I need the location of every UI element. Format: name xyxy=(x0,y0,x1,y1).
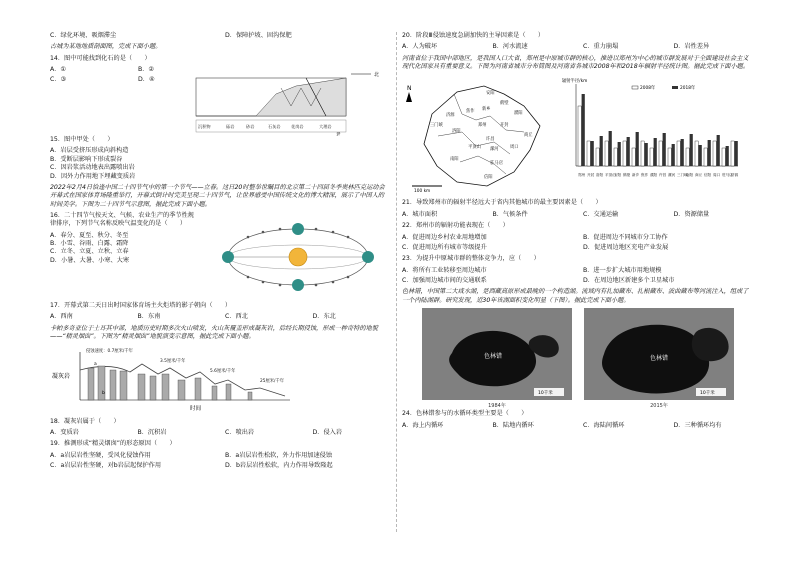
bar-legend xyxy=(632,84,696,91)
geology-legend xyxy=(196,120,346,132)
sun-icon xyxy=(289,248,307,266)
option-b: B．a岩层岩性松软，外力作用加速侵蚀 xyxy=(225,451,333,459)
option-a: A．变质岩 xyxy=(50,429,79,437)
option-b: B．陆地内循环 xyxy=(492,421,534,429)
option-b: B．② xyxy=(138,66,154,74)
instruction: 古城为某地地质剖面图，完成下面小题。 xyxy=(50,43,162,51)
option-b: B．小雪、谷雨、白露、霜降 xyxy=(50,240,129,248)
legend-item: 石灰岩 xyxy=(268,124,281,130)
option: D．保障护坡、固沟保肥 xyxy=(225,32,292,39)
y-axis-label: 凝灰岩 xyxy=(52,373,71,381)
bar-2008 xyxy=(704,148,707,166)
option-row-c-d xyxy=(50,32,390,40)
north-label: 北 xyxy=(374,72,380,79)
sat-scale: 10千米 xyxy=(538,391,553,397)
city-label: 新乡 xyxy=(482,107,491,113)
question-14: 14．图中可能找到化石的是（ ） xyxy=(50,54,151,62)
bar-category: 南阳 xyxy=(686,173,694,178)
option-c: C．交通运输 xyxy=(583,210,619,218)
q14-block xyxy=(50,66,390,136)
question-15: 15．图中甲处（ ） xyxy=(50,136,114,144)
bar-2008 xyxy=(587,141,590,166)
sat-year-2015: 2015年 xyxy=(650,403,668,410)
bar-category: 濮阳 xyxy=(650,173,658,178)
q16-text xyxy=(50,212,200,265)
solar-terms-diagram xyxy=(208,212,388,302)
bar-2018 xyxy=(699,145,702,166)
bar-category: 信阳 xyxy=(704,173,712,178)
bar-2008 xyxy=(596,148,599,166)
bar-category: 鹤壁 xyxy=(623,173,631,178)
option-d: D．三种循环均有 xyxy=(673,421,722,429)
option-c: C．加强周边城市间的交通联系 xyxy=(402,276,487,284)
legend-item: 砾岩 xyxy=(226,124,235,130)
city-label: 安阳 xyxy=(486,91,495,97)
bar-2018 xyxy=(591,141,594,166)
north-arrow-label: N xyxy=(407,85,412,93)
bar-2018 xyxy=(645,143,648,166)
bars xyxy=(578,94,738,166)
layer-b-label: b xyxy=(102,391,105,397)
city-label: 驻马店 xyxy=(490,161,503,167)
bar-2018 xyxy=(663,133,666,166)
geology-profile-figure xyxy=(186,66,386,136)
option-a: A．海上内循环 xyxy=(402,421,444,429)
option-c: C．③ xyxy=(50,76,67,84)
bar-category: 三门峡 xyxy=(677,173,688,178)
question-21: 21．导致郑州市的辐射半径远大于省内其他城市的最主要因素是（ ） xyxy=(402,199,602,207)
bar-2018 xyxy=(636,132,639,166)
bar-2008 xyxy=(605,141,608,166)
left-column xyxy=(50,32,390,474)
bar-2008 xyxy=(722,148,725,166)
option-c: C．重力崩塌 xyxy=(583,43,619,51)
lake-label: 色林错 xyxy=(650,355,669,363)
option-a: A．春分、夏至、秋分、冬至 xyxy=(50,231,129,239)
option-d: D．在周边地区新建多个卫星城市 xyxy=(583,276,675,284)
earth-icon xyxy=(222,251,234,263)
bar-2018 xyxy=(672,144,675,166)
bar-2008 xyxy=(614,148,617,166)
intro-fairy-chimney: 卡帕多奇亚位于土耳其中部，地质历史时期多次火山喷发，火山灰覆盖形成凝灰岩，后经长期侵蚀，形成一种奇特的地貌——“精灵烟囱”。下图为“精灵烟囱”地貌演变示意图，据此完成下面小题。 xyxy=(50,324,378,341)
bar-2018 xyxy=(690,134,693,166)
layer-a-label: a xyxy=(94,362,97,368)
fairy-chimney-figure xyxy=(50,344,330,414)
city-label: 漯河 xyxy=(490,147,499,153)
bar-2018 xyxy=(708,140,711,166)
bar-category-labels xyxy=(578,172,739,177)
option-b: B．河水流速 xyxy=(492,43,528,51)
bar-category: 开封 xyxy=(587,173,595,178)
map-scale: 100 km xyxy=(414,189,431,195)
bar-2018 xyxy=(609,131,612,166)
axis-label-old: 老 xyxy=(336,133,341,137)
city-label: 洛阳 xyxy=(452,129,461,135)
city-label: 开封 xyxy=(500,123,509,129)
satellite-1984 xyxy=(422,308,572,400)
option-b: B．东南 xyxy=(137,313,161,321)
stage-label: 5.6厘米/千年 xyxy=(210,369,236,375)
q22-options xyxy=(402,234,754,253)
x-axis-label: 时间 xyxy=(190,406,202,413)
option-c: C．因岩浆活动地表出露喷出岩 xyxy=(50,164,135,172)
bar-2008 xyxy=(713,141,716,166)
option-c: C．促进周边所有城市等级提升 xyxy=(402,243,487,251)
option-b: B．进一步扩大城市用地规模 xyxy=(583,266,662,274)
intro-selin-co: 色林错，中国第二大咸水湖，是西藏高原形成最晚的一个构造湖。流域内有扎加藏布、扎根藏布、波曲藏布等河流注入，组成了一个内陆湖群。研究发现，近30年该湖面积变化明显（下图）。据此完成下面小题。 xyxy=(402,288,749,304)
question-23: 23．为提升中原城市群的整体竞争力，应（ ） xyxy=(402,255,540,263)
option-d: D．岩性差异 xyxy=(673,43,710,51)
bar-2018 xyxy=(627,137,630,166)
bar-category: 新乡 xyxy=(632,173,640,178)
henan-map xyxy=(402,74,552,194)
option-b: B．沉积岩 xyxy=(137,429,167,437)
lake-label: 色林错 xyxy=(484,353,503,361)
option-a: A．西南 xyxy=(50,313,73,321)
option-a: A．促进周边乡村农业用地增加 xyxy=(402,233,487,241)
stage-label: 25厘米/千年 xyxy=(260,379,285,385)
option: C．绿化环境、吸烟滞尘 xyxy=(50,32,117,39)
option-d: D．促进周边地区充电产业发展 xyxy=(583,243,669,251)
sat-image-2015 xyxy=(584,308,734,410)
option-d: D．东北 xyxy=(312,313,336,321)
sat-image-1984 xyxy=(422,308,572,410)
bar-2018 xyxy=(717,135,720,166)
intro-solar-terms: 2022年2月4日恰逢中国二十四节气中的第一个节气——立春。这日20时整举世瞩目的北京第二十四届冬季奥林匹克运动会开幕式在国家体育场隆重举行，开幕式倒计时完美呈现二十四节气，让世界感受中国传统文化的博大精深，展示了中国人的时间美学。下图为二十四节气示意图，据此完成下面小题。 xyxy=(50,183,385,208)
legend-2018: 2018年 xyxy=(680,86,696,92)
question-24: 24．色林错参与的水循环类型主要是（ ） xyxy=(402,410,528,418)
q18-options xyxy=(50,429,390,437)
question-17: 17．开幕式第二天日出时国家体育场主火炬塔的影子朝向（ ） xyxy=(50,301,232,309)
option-a: A．人为破坏 xyxy=(402,43,438,51)
q14-options xyxy=(50,66,130,85)
question-18: 18．凝灰岩属于（ ） xyxy=(50,417,120,425)
bar-category: 许昌 xyxy=(659,173,667,178)
bar-2008 xyxy=(632,148,635,166)
legend-item: 沉积物 xyxy=(198,124,211,130)
legend-item: 砂岩 xyxy=(246,124,255,130)
henan-figures xyxy=(402,74,754,199)
sat-scale: 10千米 xyxy=(700,391,715,397)
satellite-images xyxy=(402,308,754,410)
bar-category: 周口 xyxy=(713,173,721,178)
column-divider xyxy=(396,32,397,532)
bar-2008 xyxy=(668,148,671,166)
bar-category: 洛阳 xyxy=(596,173,604,178)
option-c: C．西北 xyxy=(225,313,248,321)
right-column xyxy=(402,32,754,433)
question-20: 20．阶段Ⅲ侵蚀速度急剧加快的主导因素是（ ） xyxy=(402,32,545,39)
q16-block xyxy=(50,212,390,302)
bar-category: 平顶山 xyxy=(605,173,616,178)
city-label: 周口 xyxy=(510,145,519,151)
question-19: 19．推测形成“精灵烟囱”的形态原因（ ） xyxy=(50,440,176,448)
bar-category: 商丘 xyxy=(695,173,703,178)
city-label: 鹤壁 xyxy=(500,101,509,107)
bar-category: 济源 xyxy=(731,173,739,178)
city-label: 济源 xyxy=(446,113,455,119)
option-c: C．海陆间循环 xyxy=(583,421,625,429)
bar-2018 xyxy=(681,139,684,166)
city-label: 许昌 xyxy=(486,137,495,143)
bar-category: 安阳 xyxy=(614,173,622,178)
bar-chart-ylabel: 辐射半径/km xyxy=(562,79,588,85)
q15-options xyxy=(50,147,390,180)
option-a: A．① xyxy=(50,66,66,74)
city-label: 濮阳 xyxy=(514,111,523,117)
option-b: B．促进周边不同城市分工协作 xyxy=(583,233,668,241)
city-label: 南阳 xyxy=(450,157,459,163)
radiation-radius-bar-chart xyxy=(562,74,742,199)
option-c: C．a岩层岩性坚硬，对b岩层起保护作用 xyxy=(50,462,162,470)
satellite-2015 xyxy=(584,308,734,400)
bar-2008 xyxy=(650,148,653,166)
bar-category: 驻马店 xyxy=(722,173,733,178)
question-16: 16．二十四节气按天文、气候、农业生产的季节性规律排序，下列节气名称反映气温变化的是（ ） xyxy=(50,211,194,228)
bar-2008 xyxy=(677,141,680,166)
q14-options-2 xyxy=(138,66,178,85)
earth-icon xyxy=(292,279,304,291)
north-arrow-icon xyxy=(406,92,412,102)
bar-2008 xyxy=(731,141,734,166)
q23-options xyxy=(402,267,754,286)
q19-options xyxy=(50,452,390,471)
option-d: D．侵入岩 xyxy=(312,429,343,437)
city-label: 商丘 xyxy=(524,133,533,139)
bar-2018 xyxy=(618,142,621,166)
q24-options xyxy=(402,422,754,430)
option-b: B．受断层影响下形成裂谷 xyxy=(50,155,123,163)
option-d: D．资源储量 xyxy=(673,210,710,218)
earth-icon xyxy=(292,223,304,235)
option-a: A．岩层受挤压形成向斜构造 xyxy=(50,147,129,155)
city-label: 焦作 xyxy=(466,109,475,115)
legend-2008: 2008年 xyxy=(640,86,656,92)
option-a: A．a岩层岩性坚硬，受风化侵蚀作用 xyxy=(50,451,151,459)
stage-label: 3.5厘米/千年 xyxy=(160,359,186,365)
option-b: B．气候条件 xyxy=(492,210,528,218)
bar-2018 xyxy=(582,94,585,166)
intro-henan: 河南省位于我国中部地区，是我国人口大省，郑州是中原城市群的核心，推进以郑州为中心的城市群发展对于全面建设社会主义现代化国家具有重要意义。下图为河南省城市分布简图及河南省各城市2008年和2018年辐射半径统计图。据此完成下面小题。 xyxy=(402,54,750,71)
bar-2008 xyxy=(695,141,698,166)
sat-year-1984: 1984年 xyxy=(488,403,506,410)
option-c: C．立冬、立夏、立秋、立春 xyxy=(50,248,129,256)
option-c: C．喷出岩 xyxy=(225,429,255,437)
stage-label: 侵蚀速度：0.7厘米/千年 xyxy=(86,349,133,355)
bar-2008 xyxy=(659,141,662,166)
option-a: A．城市面积 xyxy=(402,210,438,218)
q21-options xyxy=(402,211,754,219)
city-label: 三门峡 xyxy=(430,123,443,129)
option-d: D．b岩层岩性松软，内力作用导致隆起 xyxy=(225,462,333,470)
q20-options xyxy=(402,43,754,51)
option-d: D．因外力作用地下埋藏变质岩 xyxy=(50,172,136,180)
bar-2008 xyxy=(641,141,644,166)
bar-2008 xyxy=(623,141,626,166)
option-d: D．小暑、大暑、小寒、大寒 xyxy=(50,256,130,264)
bar-2018 xyxy=(600,136,603,166)
bar-category: 焦作 xyxy=(641,173,649,178)
legend-item: 花岗岩 xyxy=(291,124,304,130)
earth-icon xyxy=(362,251,374,263)
bar-2018 xyxy=(726,146,729,166)
question-22: 22．郑州市的辐射功能表现在（ ） xyxy=(402,222,509,230)
bar-category: 郑州 xyxy=(578,173,586,178)
q17-options xyxy=(50,313,390,321)
city-label: 郑州 xyxy=(478,123,487,129)
bar-category: 漯河 xyxy=(668,173,676,178)
bar-2008 xyxy=(686,148,689,166)
bar-2018 xyxy=(735,141,738,166)
bar-2008 xyxy=(578,106,581,166)
city-label: 平顶山 xyxy=(468,145,481,151)
option-d: D．④ xyxy=(138,76,155,84)
option-a: A．将所有工业转移至周边城市 xyxy=(402,266,487,274)
legend-item: 大理岩 xyxy=(319,124,332,130)
city-label: 信阳 xyxy=(484,175,493,181)
bar-2018 xyxy=(654,138,657,166)
